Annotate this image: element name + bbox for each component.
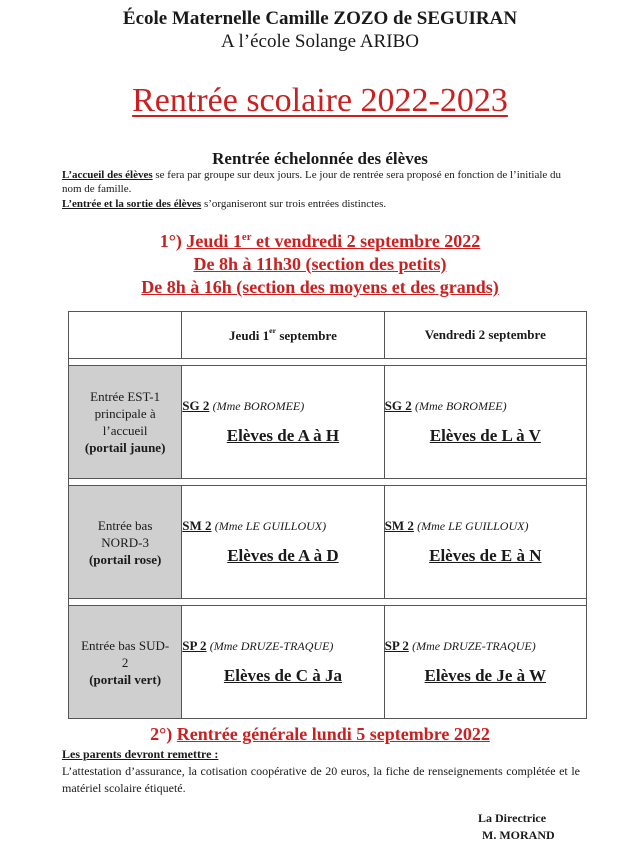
- intro-emphasis-1: L’accueil des élèves: [62, 169, 153, 181]
- class-code: SM 2: [384, 518, 414, 533]
- class-info: [182, 398, 383, 414]
- spacer-cell: [69, 599, 587, 606]
- header-day2: Vendredi 2 septembre: [384, 312, 586, 359]
- intro-emphasis-2: L’entrée et la sortie des élèves: [62, 198, 202, 210]
- school-name: École Maternelle Camille ZOZO de SEGUIRAN: [122, 8, 518, 29]
- teacher-name: (Mme BOROMEE): [414, 399, 507, 413]
- intro-paragraph-2: [62, 197, 582, 211]
- teacher-name: (Mme BOROMEE): [212, 399, 305, 413]
- entrance-line: Entrée EST-1: [90, 389, 161, 404]
- table-spacer: [69, 599, 587, 606]
- class-info: [385, 518, 586, 534]
- table-row: [69, 606, 587, 719]
- parents-heading: Les parents devront remettre :: [62, 747, 219, 761]
- school-annex: A l’école Solange ARIBO: [221, 31, 419, 52]
- schedule-table: [68, 311, 587, 719]
- class-code: SG 2: [182, 398, 210, 413]
- second-period-number: 2°): [150, 724, 173, 744]
- student-range: Elèves de Je à W: [424, 666, 547, 685]
- day1-class-cell: [182, 606, 384, 719]
- intro-paragraph-1: [62, 168, 582, 196]
- entrance-line: NORD-3: [101, 534, 149, 550]
- student-range: Elèves de A à H: [226, 426, 340, 445]
- teacher-name: (Mme DRUZE-TRAQUE): [412, 639, 536, 653]
- class-code: SP 2: [384, 638, 409, 653]
- entrance-line: l’accueil: [102, 423, 148, 438]
- entrance-cell: [69, 486, 182, 599]
- teacher-name: (Mme LE GUILLOUX): [417, 519, 529, 533]
- second-period-text: Rentrée générale lundi 5 septembre 2022: [176, 724, 490, 744]
- first-period-date-sup: er: [241, 231, 252, 243]
- class-info: [385, 398, 586, 414]
- table-row: [69, 366, 587, 479]
- gate-label: (portail vert): [89, 671, 162, 687]
- first-period-hours-large: [0, 277, 640, 298]
- gate-label: (portail rose): [88, 551, 162, 567]
- teacher-name: (Mme DRUZE-TRAQUE): [209, 639, 334, 653]
- student-range: Elèves de A à D: [227, 546, 339, 565]
- class-info: [385, 638, 586, 654]
- signature-block: [478, 810, 555, 844]
- class-code: SG 2: [384, 398, 412, 413]
- first-period-dates: [0, 231, 640, 252]
- day2-class-cell: [384, 486, 586, 599]
- parents-requirements: L’attestation d’assurance, la cotisation coopérative de 20 euros, la fiche de renseignements complétée et le matériel scolaire étiqueté.: [62, 764, 580, 795]
- day2-class-cell: [384, 366, 586, 479]
- first-period-hours-small: [0, 254, 640, 275]
- spacer-cell: [69, 479, 587, 486]
- class-code: SM 2: [182, 518, 212, 533]
- student-range: Elèves de E à N: [429, 546, 542, 565]
- entrance-cell: [69, 366, 182, 479]
- first-period-date-text: [186, 231, 480, 251]
- teacher-name: (Mme LE GUILLOUX): [214, 519, 327, 533]
- hours-small-text: De 8h à 11h30 (section des petits): [193, 254, 447, 274]
- class-code: SP 2: [182, 638, 207, 653]
- first-period-date-b: et vendredi 2 septembre 2022: [251, 231, 481, 251]
- second-period: [0, 724, 640, 745]
- gate-label: (portail jaune): [84, 440, 166, 455]
- student-range: Elèves de L à V: [429, 426, 541, 445]
- table-header-row: [69, 312, 587, 359]
- day1-class-cell: [182, 366, 384, 479]
- table-spacer: [69, 479, 587, 486]
- entrance-line: Entrée bas: [97, 517, 153, 533]
- subtitle: Rentrée échelonnée des élèves: [212, 149, 428, 168]
- day1-class-cell: [182, 486, 384, 599]
- class-info: [182, 518, 383, 534]
- signature-name: M. MORAND: [482, 828, 555, 842]
- entrance-cell: [69, 606, 182, 719]
- day1-sup: er: [269, 326, 277, 335]
- first-period-date-a: Jeudi 1: [186, 231, 242, 251]
- first-period-number: 1°): [159, 231, 182, 251]
- intro-text-2: s’organiseront sur trois entrées distinctes.: [201, 198, 387, 210]
- intro-text-1: se fera par groupe sur deux jours. Le jour de rentrée sera proposé en fonction de l’initiale du nom de famille.: [62, 169, 562, 195]
- hours-large-text: De 8h à 16h (section des moyens et des grands): [141, 277, 499, 297]
- day1-text-a: Jeudi 1: [229, 328, 270, 343]
- header-day1: [182, 312, 384, 359]
- entrance-line: principale à: [94, 406, 156, 421]
- header-empty-cell: [69, 312, 182, 359]
- entrance-line: Entrée bas SUD-: [81, 637, 170, 653]
- table-row: [69, 486, 587, 599]
- class-info: [182, 638, 383, 654]
- spacer-cell: [69, 359, 587, 366]
- table-spacer: [69, 359, 587, 366]
- entrance-line: 2: [121, 654, 129, 670]
- page-title: Rentrée scolaire 2022-2023: [132, 82, 508, 119]
- signature-role: La Directrice: [478, 811, 547, 825]
- day1-text-b: septembre: [276, 328, 337, 343]
- student-range: Elèves de C à Ja: [223, 666, 342, 685]
- day2-class-cell: [384, 606, 586, 719]
